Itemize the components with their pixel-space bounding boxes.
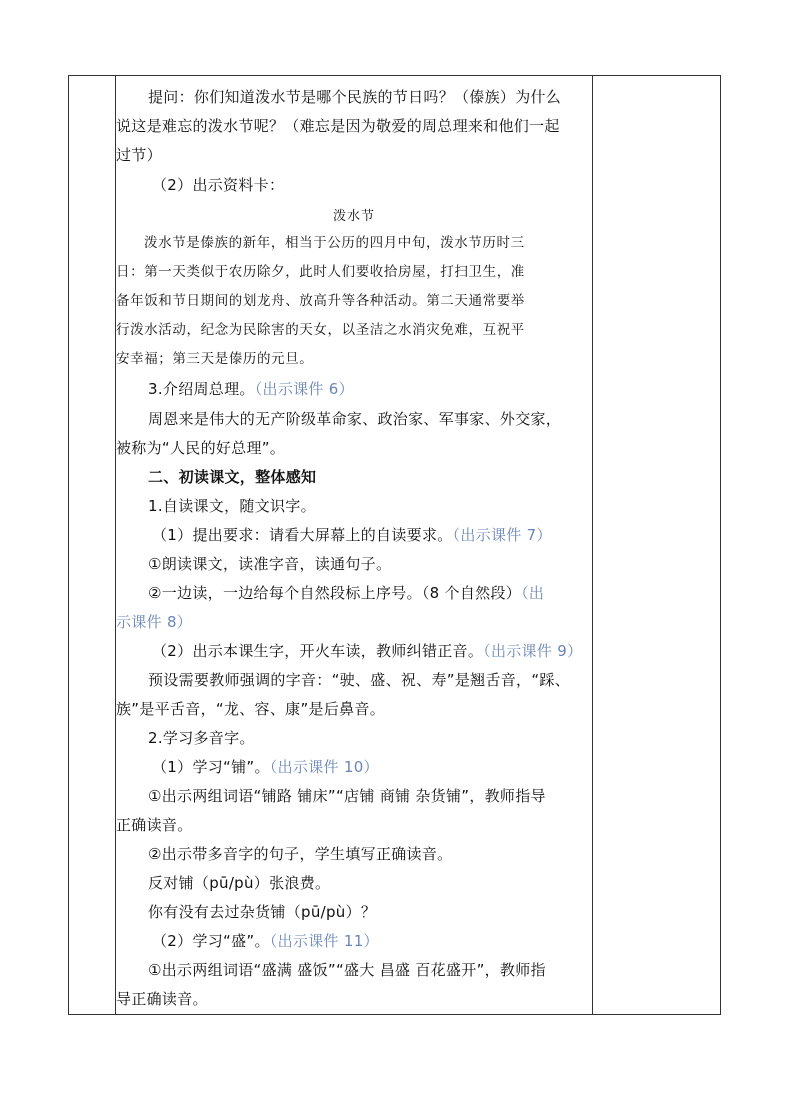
requirement-2-cont: 示课件 8） — [116, 613, 193, 631]
sheng-words-line-1: ①出示两组词语“盛满 盛饭”“盛大 昌盛 百花盛开”，教师指 — [148, 961, 546, 979]
card-line-3: 备年饭和节日期间的划龙舟、放高升等各种活动。第二天通常要举 — [116, 293, 525, 309]
pronunciation-line-2: 族”是平舌音，“龙、容、康”是后鼻音。 — [116, 700, 386, 718]
card-line-1: 泼水节是傣族的新年，相当于公历的四月中旬，泼水节历时三 — [144, 235, 525, 251]
zhou-line-2: 被称为“人民的好总理”。 — [116, 439, 286, 457]
step-self-read: 1.自读课文，随文识字。 — [148, 497, 316, 515]
pu-sentences: ②出示带多音字的句子，学生填写正确读音。 — [148, 845, 453, 863]
step-learn-sheng: （2）学习“盛”。（出示课件 11） — [152, 932, 379, 950]
courseware-ref: （出示课件 7） — [452, 526, 552, 544]
card-title: 泼水节 — [332, 209, 375, 224]
question-line-1: 提问：你们知道泼水节是哪个民族的节日吗？（傣族）为什么 — [148, 88, 562, 106]
step-introduce-zhou: 3.介绍周总理。（出示课件 6） — [148, 380, 354, 398]
card-line-2: 日：第一天类似于农历除夕，此时人们要收拾房屋，打扫卫生，准 — [116, 264, 525, 280]
pu-words-line-1: ①出示两组词语“铺路 铺床”“店铺 商铺 杂货铺”，教师指导 — [148, 787, 546, 805]
courseware-ref: （出 — [521, 584, 545, 602]
step-new-characters: （2）出示本课生字，开火车读，教师纠错正音。（出示课件 9） — [152, 642, 583, 660]
question-line-3: 过节） — [116, 146, 162, 164]
card-line-5: 安幸福；第三天是傣历的元旦。 — [116, 351, 314, 367]
courseware-ref: （出示课件 11） — [269, 932, 379, 950]
zhou-line-1: 周恩来是伟大的无产阶级革命家、政治家、军事家、外交家， — [148, 410, 562, 428]
requirement-1: ①朗读课文，读准字音，读通句子。 — [148, 555, 392, 573]
courseware-ref: （出示课件 10） — [269, 758, 379, 776]
courseware-ref: （出示课件 9） — [483, 642, 583, 660]
section-heading: 二、初读课文，整体感知 — [148, 468, 317, 486]
question-line-2: 说这是难忘的泼水节呢？（难忘是因为敬爱的周总理来和他们一起 — [116, 117, 560, 135]
pronunciation-line-1: 预设需要教师强调的字音：“驶、盛、祝、寿”是翘舌音，“踩、 — [148, 671, 571, 689]
requirement-2: ②一边读，一边给每个自然段标上序号。（8 个自然段）（出 — [148, 584, 545, 602]
pu-sentence-1: 反对铺（pū/pù）张浪费。 — [148, 874, 331, 892]
sheng-words-line-2: 导正确读音。 — [116, 990, 208, 1008]
pu-words-line-2: 正确读音。 — [116, 816, 193, 834]
step-show-card: （2）出示资料卡： — [152, 176, 285, 194]
card-line-4: 行泼水活动，纪念为民除害的天女，以圣洁之水消灾免难，互祝平 — [116, 322, 525, 338]
column-divider-right — [592, 76, 593, 1014]
step-learn-pu: （1）学习“铺”。（出示课件 10） — [152, 758, 379, 776]
step-polyphones: 2.学习多音字。 — [148, 729, 255, 747]
pu-sentence-2: 你有没有去过杂货铺（pū/pù）？ — [148, 903, 377, 921]
courseware-ref: （出示课件 6） — [254, 380, 354, 398]
step-requirements: （1）提出要求：请看大屏幕上的自读要求。（出示课件 7） — [152, 526, 552, 544]
